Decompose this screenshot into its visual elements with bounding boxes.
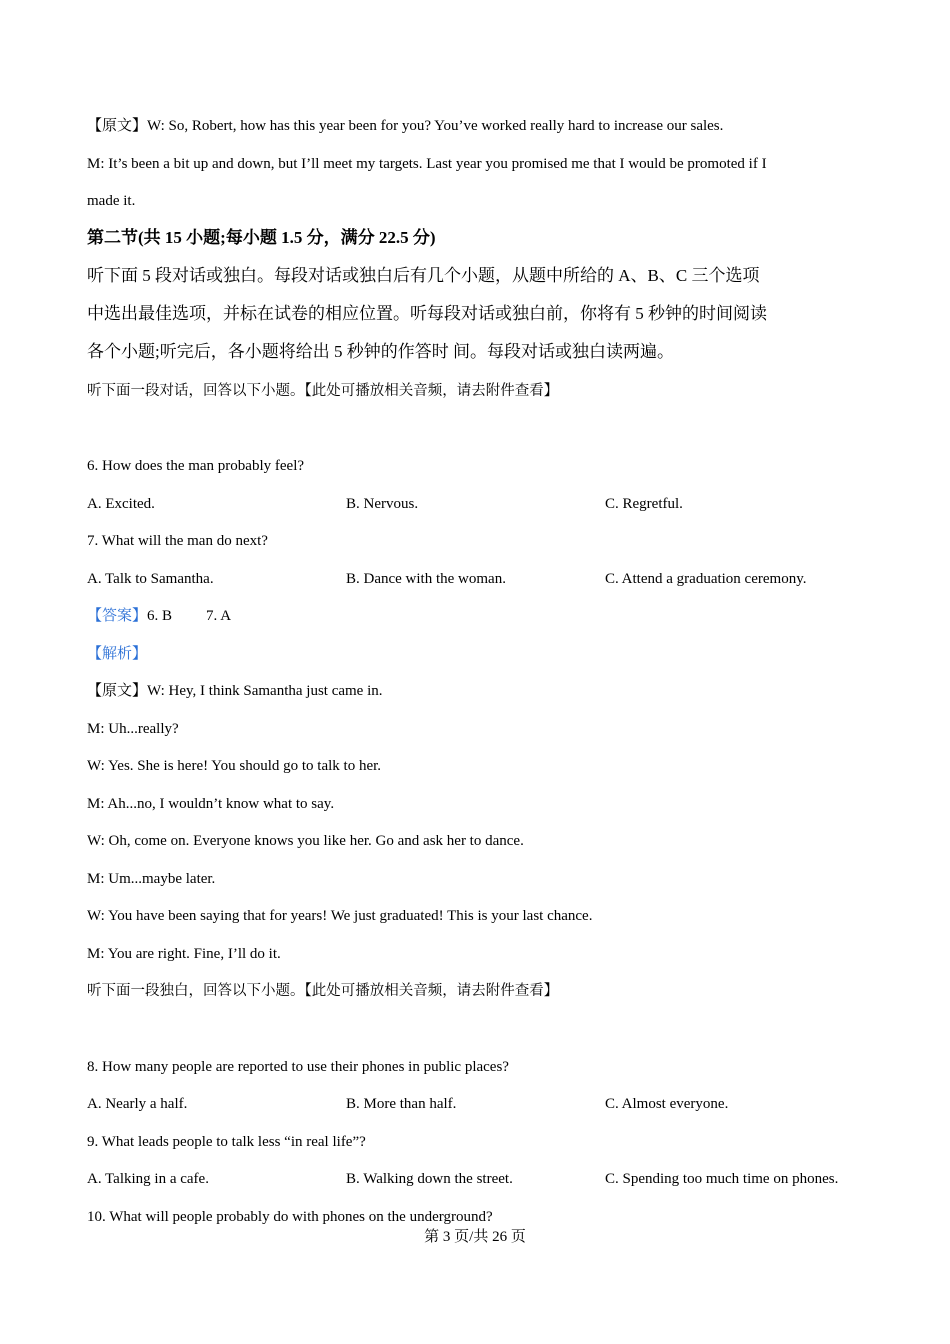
section2-instruction-3: 各个小题;听完后，各小题将给出 5 秒钟的作答时 间。每段对话或独白读两遍。 (87, 341, 674, 361)
transcript-line: M: You are right. Fine, I’ll do it. (87, 945, 281, 962)
question-7-stem: 7. What will the man do next? (87, 533, 268, 549)
option-a: A. Excited. (87, 495, 155, 512)
option-b: B. Nervous. (346, 495, 419, 512)
question-10-stem: 10. What will people probably do with phones on the underground? (87, 1208, 493, 1225)
question-9-stem: 9. What leads people to talk less “in real life”? (87, 1133, 366, 1150)
question-9-options (87, 1165, 877, 1203)
transcript-line: M: Uh...really? (87, 720, 179, 737)
listen-monologue-prompt: 听下面一段独白，回答以下小题。【此处可播放相关音频，请去附件查看】 (87, 983, 559, 999)
question-6-options (87, 490, 877, 528)
transcript-line: M: Um...maybe later. (87, 870, 216, 887)
transcript-label: 【原文】 (87, 683, 148, 699)
transcript-line: W: Oh, come on. Everyone knows you like her. Go and ask her to dance. (87, 833, 524, 849)
option-c: C. Almost everyone. (605, 1096, 729, 1112)
section2-instruction-2: 中选出最佳选项，并标在试卷的相应位置。听每段对话或独白前，你将有 5 秒钟的时间阅读 (87, 303, 767, 323)
question-6-stem: 6. How does the man probably feel? (87, 458, 305, 474)
answer-item: 7. A (206, 608, 232, 624)
page-footer: 第 3 页/共 26 页 (424, 1229, 526, 1245)
transcript-line: M: Ah...no, I wouldn’t know what to say. (87, 795, 335, 812)
transcript-line: 【原文】W: Hey, I think Samantha just came in. (87, 683, 383, 699)
option-b: B. Dance with the woman. (346, 570, 506, 587)
question-8-stem: 8. How many people are reported to use their phones in public places? (87, 1058, 509, 1075)
transcript-line: W: You have been saying that for years! We just graduated! This is your last chance. (87, 908, 593, 924)
option-a: A. Nearly a half. (87, 1096, 188, 1112)
intro-w-line: 【原文】W: So, Robert, how has this year been for you? You’ve worked really hard to increase our sales. (87, 118, 724, 134)
option-a: A. Talk to Samantha. (87, 570, 214, 587)
transcript-line: W: Yes. She is here! You should go to talk to her. (87, 758, 382, 774)
analysis-label: 【解析】 (87, 645, 148, 662)
spacer (87, 414, 877, 452)
intro-m-line-1: M: It’s been a bit up and down, but I’ll meet my targets. Last year you promised me that I would be promoted if I (87, 155, 767, 172)
section2-title: 第二节(共 15 小题;每小题 1.5 分，满分 22.5 分) (87, 227, 436, 247)
question-7-options (87, 565, 877, 603)
yuanwen-label: 【原文】 (87, 118, 148, 134)
option-c: C. Spending too much time on phones. (605, 1171, 839, 1187)
option-c: C. Attend a graduation ceremony. (605, 570, 807, 587)
option-c: C. Regretful. (605, 495, 683, 512)
answer-line (87, 602, 877, 640)
option-b: B. More than half. (346, 1096, 457, 1112)
document-page (87, 112, 877, 1240)
listen-dialog-prompt: 听下面一段对话，回答以下小题。【此处可播放相关音频，请去附件查看】 (87, 382, 559, 399)
question-8-options (87, 1090, 877, 1128)
spacer (87, 1015, 877, 1053)
answer-label: 【答案】 (87, 608, 148, 624)
option-a: A. Talking in a cafe. (87, 1171, 209, 1187)
intro-m-line-2: made it. (87, 193, 136, 209)
answer-item: 6. B (147, 608, 173, 624)
option-b: B. Walking down the street. (346, 1171, 513, 1187)
section2-instruction-1: 听下面 5 段对话或独白。每段对话或独白后有几个小题，从题中所给的 A、B、C 三个选项 (87, 265, 760, 285)
